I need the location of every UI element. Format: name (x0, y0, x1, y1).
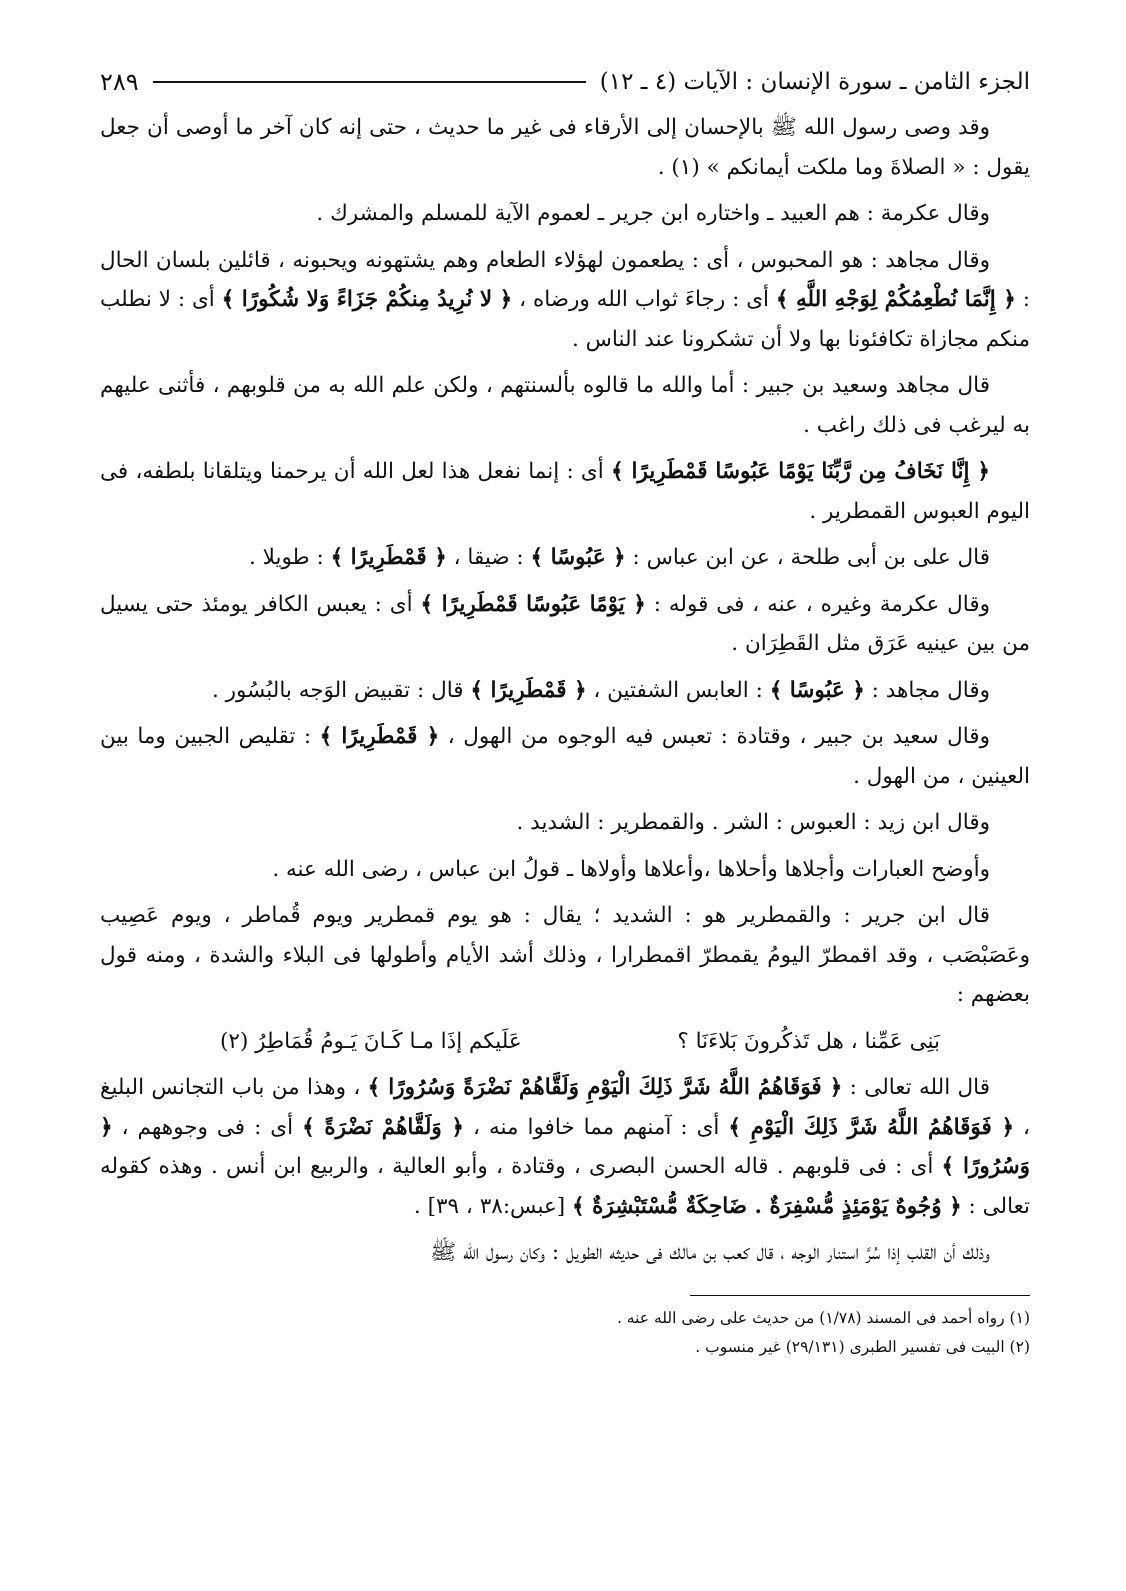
quran-quote: ﴿ عَبُوسًا ﴾ (769, 677, 865, 703)
paragraph-13 (100, 1068, 1030, 1226)
quran-quote: ﴿ لا نُرِيدُ مِنكُمْ جَزَاءً وَلا شُكُورًا ﴾ (221, 287, 513, 312)
quran-quote: ﴿ عَبُوسًا ﴾ (530, 545, 626, 570)
book-page (100, 60, 1030, 1362)
paragraph-1: وقد وصى رسول الله ﷺ بالإحسان إلى الأرقاء فى غير ما حديث ، حتى إنه كان آخر ما أوصى أن جعل يقول : « الصلاةَ وما ملكت أيمانكم » (١) . (100, 115, 1030, 180)
paragraph-3 (100, 241, 1030, 360)
quran-quote: ﴿ وُجُوهٌ يَوْمَئِذٍ مُّسْفِرَةٌ . ضَاحِكَةٌ مُّسْتَبْشِرَةٌ ﴾ (572, 1193, 962, 1219)
text-span: قال على بن أبى طلحة ، عن ابن عباس : (625, 545, 990, 570)
text-span: : تقليص الجبين وما بين العينين ، من الهول . (100, 724, 1030, 789)
text-span: وقال مجاهد : (864, 677, 990, 703)
paragraph-2: وقال عكرمة : هم العبيد ـ واختاره ابن جرير ـ لعموم الآية للمسلم والمشرك . (316, 201, 990, 226)
paragraph-12: قال ابن جرير : والقمطرير هو : الشديد ؛ يقال : هو يوم قمطرير ويوم قُماطر ، ويوم عَصِيب وعَصَبْصَب ، وقد اقمطرّ اليومُ يقمطرّ اقمطرارا ، وذلك أشد الأيام وأطولها فى البلاء والشدة ، ومنه قول بعضهم : (100, 903, 1030, 1007)
quran-quote: ﴿ وَلَقَّاهُمْ نَضْرَةً ﴾ (302, 1114, 465, 1140)
text-span: وقال عكرمة وغيره ، عنه ، فى قوله : (645, 591, 990, 617)
quran-quote: ﴿ قَمْطَرِيرًا ﴾ (319, 724, 440, 749)
main-text (100, 108, 1030, 1273)
text-span: أى : فى قلوبهم . قاله الحسن البصرى ، وقتادة ، وأبو العالية ، والربيع ابن أنس . وهذه كقوله تعالى : (100, 1154, 1030, 1219)
text-span: أى : يعبس الكافر يومئذ حتى يسيل من بين عينيه عَرَق مثل القَطِرَان . (100, 591, 1030, 656)
paragraph-9 (100, 717, 1030, 796)
running-header (100, 60, 1030, 104)
paragraph-6 (100, 538, 1030, 578)
text-span: أى : فى وجوههم ، (112, 1114, 303, 1140)
paragraph-5 (100, 452, 1030, 531)
paragraph-7 (100, 585, 1030, 664)
text-span: وقال سعيد بن جبير ، وقتادة : تعبس فيه الوجوه من الهول ، (439, 724, 990, 749)
verse-second-hemistich: عَلَيكم إذَا مـا كَـانَ يَـومُ قُمَاطِرُ (٢) (220, 1028, 522, 1054)
text-span: ، وهذا من باب التجانس البليغ ، (100, 1075, 1030, 1140)
paragraph-8 (100, 671, 1030, 711)
text-span: قال : تقبيض الوَجه بالبُسُور . (211, 677, 471, 703)
text-span: [عبس:٣٨ ، ٣٩] . (413, 1193, 573, 1219)
quran-quote: ﴿ قَمْطَرِيرًا ﴾ (470, 677, 587, 703)
text-span: أى : رجاءَ ثواب الله ورضاه ، (512, 287, 776, 312)
quran-quote: ﴿ فَوَقَاهُمُ اللَّهُ شَرَّ ذَلِكَ الْيَوْمِ ﴾ (728, 1114, 1015, 1140)
text-span: قال الله تعالى : (842, 1075, 991, 1100)
header-rule (153, 81, 586, 83)
paragraph-10: وقال ابن زيد : العبوس : الشر . والقمطرير : الشديد . (516, 810, 990, 835)
text-span: أى : لا نطلب منكم مجازاة تكافئونا بها ولا أن تشكرونا عند الناس . (100, 287, 1030, 352)
text-span: وقال مجاهد : هو المحبوس ، أى : يطعمون لهؤلاء الطعام وهم يشتهونه ويحبونه ، قائلين بلسان الحال : (100, 247, 1030, 312)
text-span: : طويلا . (248, 545, 331, 570)
quran-quote: ﴿ يَوْمًا عَبُوسًا قَمْطَرِيرًا ﴾ (420, 591, 646, 617)
text-span: أى : إنما نفعل هذا لعل الله أن يرحمنا ويتلقانا بلطفه، فى اليوم العبوس القمطرير . (100, 459, 1030, 524)
paragraph-4: قال مجاهد وسعيد بن جبير : أما والله ما قالوه بألسنتهم ، ولكن علم الله به من قلوبهم ، فأثنى عليهم به ليرغب فى ذلك راغب . (100, 373, 1030, 438)
text-span: أى : آمنهم مما خافوا منه ، (464, 1114, 729, 1140)
quran-quote: ﴿ إِنَّا نَخَافُ مِن رَّبِّنَا يَوْمًا عَبُوسًا قَمْطَرِيرًا ﴾ (610, 459, 991, 484)
quran-quote: ﴿ إِنَّمَا نُطْعِمُكُمْ لِوَجْهِ اللَّهِ ﴾ (775, 287, 1016, 312)
footnote-2: (٢) البيت فى تفسير الطبرى (٢٩/١٣١) غير منسوب . (695, 1337, 1030, 1356)
paragraph-14: وذلك أن القلب إذا سُرَّ استنار الوجه ، قال كعب بن مالك فى حديثه الطويل : وكان رسول الله ﷺ (430, 1240, 990, 1265)
page-number: ٢٨٩ (100, 68, 139, 96)
quran-quote: ﴿ قَمْطَرِيرًا ﴾ (330, 545, 447, 570)
poetry-verse (100, 1022, 1030, 1062)
text-span: : ضيقا ، (446, 545, 531, 570)
footnote-1: (١) رواه أحمد فى المسند (١/٧٨) من حديث على رضى الله عنه . (616, 1308, 1030, 1327)
paragraph-11: وأوضح العبارات وأجلاها وأحلاها ،وأعلاها وأولاها ـ قولُ ابن عباس ، رضى الله عنه . (272, 856, 990, 882)
footnote-rule (690, 1295, 1030, 1296)
header-title: الجزء الثامن ـ سورة الإنسان : الآيات (٤ ـ ١٢) (599, 69, 1030, 95)
text-span: : العابس الشفتين ، (586, 677, 770, 703)
footnotes (100, 1304, 1030, 1362)
quran-quote: ﴿ فَوَقَاهُمُ اللَّهُ شَرَّ ذَلِكَ الْيَوْمِ وَلَقَّاهُمْ نَضْرَةً وَسُرُورًا ﴾ (367, 1075, 843, 1100)
verse-first-hemistich: بَنِى عَمِّنا ، هل تَذكُرونَ بَلاءَنَا ؟ (677, 1028, 940, 1054)
quran-quote: ﴿ وَسُرُورًا ﴾ (100, 1114, 1030, 1179)
